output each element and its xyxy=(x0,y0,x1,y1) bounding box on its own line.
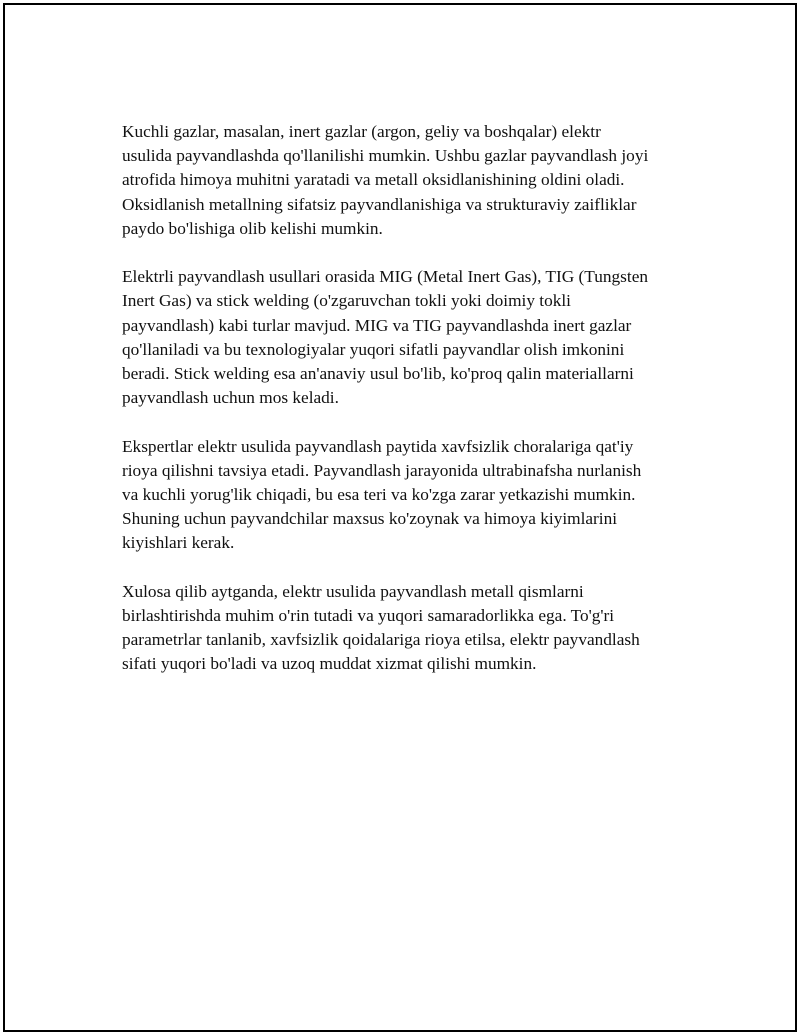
document-body xyxy=(122,120,712,701)
paragraph-4: Xulosa qilib aytganda, elektr usulida payvandlash metall qismlarni birlashtirishda muhim o'rin tutadi va yuqori samaradorlikka ega. To'g'ri parametrlar tanlanib, xavfsizlik qoidalariga rioya etilsa, elektr payvandlash sifati yuqori bo'ladi va uzoq muddat xizmat qilishi mumkin. xyxy=(122,581,640,674)
paragraph-2: Elektrli payvandlash usullari orasida MIG (Metal Inert Gas), TIG (Tungsten Inert Gas) va stick welding (o'zgaruvchan tokli yoki doimiy tokli payvandlash) kabi turlar mavjud. MIG va TIG payvandlashda inert gazlar qo'llaniladi va bu texnologiyalar yuqori sifatli payvandlar olish imkonini beradi. Stick welding esa an'anaviy usul bo'lib, ko'proq qalin materiallarni payvandlash uchun mos keladi. xyxy=(122,267,649,408)
paragraph-3: Ekspertlar elektr usulida payvandlash paytida xavfsizlik choralariga qat'iy rioya qilishni tavsiya etadi. Payvandlash jarayonida ultrabinafsha nurlanish va kuchli yorug'lik chiqadi, bu esa teri va ko'zga zarar yetkazishi mumkin. Shuning uchun payvandchilar maxsus ko'zoynak va himoya kiyimlarini kiyishlari kerak. xyxy=(122,436,642,553)
page-frame xyxy=(3,3,797,1032)
paragraph-1: Kuchli gazlar, masalan, inert gazlar (argon, geliy va boshqalar) elektr usulida payvandlashda qo'llanilishi mumkin. Ushbu gazlar payvandlash joyi atrofida himoya muhitni yaratadi va metall oksidlanishining oldini oladi. Oksidlanish metallning sifatsiz payvandlanishiga va strukturaviy zaifliklar paydo bo'lishiga olib kelishi mumkin. xyxy=(122,122,649,238)
